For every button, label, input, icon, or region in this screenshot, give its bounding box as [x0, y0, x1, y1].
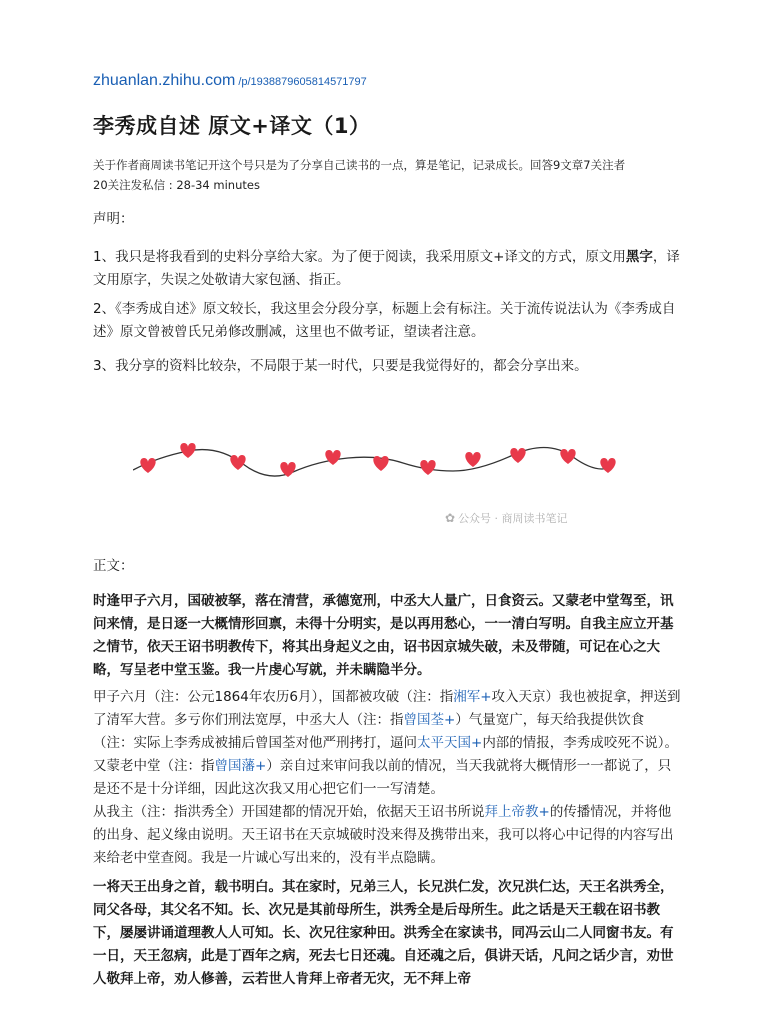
- link-zeng-guofan[interactable]: 曾国藩: [214, 758, 255, 774]
- heart-icon: [325, 450, 340, 465]
- author-meta-line1: 关于作者商周读书笔记开这个号只是为了分享自己读书的一点，算是笔记，记录成长。回答9文章7关注者: [93, 158, 626, 172]
- translation-paragraph-1: [93, 686, 683, 801]
- heart-icon: [510, 448, 525, 463]
- heart-icon: [600, 458, 615, 473]
- body-heading: 正文：: [93, 558, 134, 574]
- link-zeng-guoquan[interactable]: 曾国荃: [403, 712, 444, 728]
- statement-paragraph-2: 2、《李秀成自述》原文较长，我这里会分段分享，标题上会有标注。关于流传说法认为《李秀成自述》原文曾被曾氏兄弟修改删减，这里也不做考证，望读者注意。: [93, 301, 676, 340]
- hearts-divider-image: [133, 430, 633, 500]
- author-meta-line2: 20关注发私信 : 28-34 minutes: [93, 178, 260, 192]
- heart-icon: [560, 449, 575, 464]
- source-url[interactable]: [93, 70, 367, 90]
- hearts-string: [133, 447, 613, 476]
- author-meta: [93, 155, 683, 195]
- link-xiangjun[interactable]: 湘军: [453, 689, 481, 705]
- source-domain[interactable]: zhuanlan.zhihu.com: [93, 72, 236, 89]
- translation-text: 攻入天京）我也被捉拿，押送到了清军大营。多亏你们刑法宽厚，中丞大人（注：指: [93, 689, 681, 728]
- statement-paragraph-3: 3、我分享的资料比较杂，不局限于某一时代，只要是我觉得好的，都会分享出来。: [93, 358, 588, 374]
- translation-text: ）亲自过来审问我以前的情况，当天我就将大概情形一一都说了，只是还不是十分详细，因此这次我又用心把它们一一写清楚。: [93, 758, 672, 797]
- source-path[interactable]: /p/1938879605814571797: [238, 76, 367, 88]
- statement-p1-text-b: ，译文用原字，失误之处敬请大家包涵、指正。: [93, 249, 680, 288]
- plus-icon: +: [444, 712, 456, 728]
- statement-p1-text-a: 1、我只是将我看到的史料分享给大家。为了便于阅读，我采用原文+译文的方式，原文用: [93, 249, 626, 265]
- translation-text: 内部的情报，李秀成咬死不说）。又蒙老中堂（注：指: [93, 735, 679, 774]
- heart-icon: [465, 452, 480, 467]
- watermark: [445, 510, 568, 526]
- translation-text: ）气量宽广，每天给我提供饮食（注：实际上李秀成被捕后曾国荃对他严刑拷打，逼问: [93, 712, 645, 751]
- heart-icon: [180, 443, 195, 458]
- statement-p1-bold: 黑字: [625, 249, 653, 265]
- page-title: 李秀成自述 原文+译文（1）: [93, 114, 371, 138]
- original-text-paragraph-2: 一将天王出身之首，载书明白。其在家时，兄弟三人，长兄洪仁发，次兄洪仁达，天王名洪秀全，同父各母，其父名不知。长、次兄是其前母所生，洪秀全是后母所生。此之话是天王载在诏书教下，屡屡讲诵道理教人人可知。长、次兄往家种田。洪秀全在家读书，同冯云山二人同窗书友。有一日，天王忽病，此是丁酉年之病，死去七日还魂。自还魂之后，俱讲天话，凡问之话少言，劝世人敬拜上帝，劝人修善，云若世人肯拜上帝者无灾，无不拜上帝: [93, 879, 674, 987]
- translation-paragraph-2: [93, 801, 683, 870]
- translation-text: 的传播情况，并将他的出身、起义缘由说明。天王诏书在天京城破时没来得及携带出来，我可以将心中记得的内容写出来给老中堂查阅。我是一片诚心写出来的，没有半点隐瞒。: [93, 804, 674, 866]
- plus-icon: +: [471, 735, 483, 751]
- link-bai-shangdi-jiao[interactable]: 拜上帝教: [484, 804, 539, 820]
- plus-icon: +: [480, 689, 492, 705]
- plus-icon: +: [255, 758, 267, 774]
- heart-icon: [420, 460, 435, 475]
- original-text-paragraph-1: 时逢甲子六月，国破被拏，落在清营，承德宽刑，中丞大人量广，日食资云。又蒙老中堂驾至，讯问来情，是日逐一大概情形回禀，未得十分明实，是以再用愁心，一一清白写明。自我主应立开基之情节，依天王诏书明教传下，将其出身起义之由，诏书因京城失破，未及带随，可记在心之大略，写呈老中堂玉鉴。我一片虔心写就，并未瞒隐半分。: [93, 593, 674, 678]
- translation-text: 甲子六月（注：公元1864年农历6月），国都被攻破（注：指: [93, 689, 454, 705]
- wechat-icon: ✿: [445, 511, 456, 525]
- link-taiping-tianguo[interactable]: 太平天国: [417, 735, 471, 751]
- watermark-text: 公众号 · 商周读书笔记: [458, 512, 568, 525]
- heart-icon: [230, 455, 245, 470]
- heart-icon: [140, 458, 155, 473]
- statement-heading: 声明：: [93, 211, 134, 227]
- translation-text: 从我主（注：指洪秀全）开国建都的情况开始，依据天王诏书所说: [93, 804, 485, 820]
- plus-icon: +: [538, 804, 550, 820]
- statement-paragraph-1: [93, 246, 683, 292]
